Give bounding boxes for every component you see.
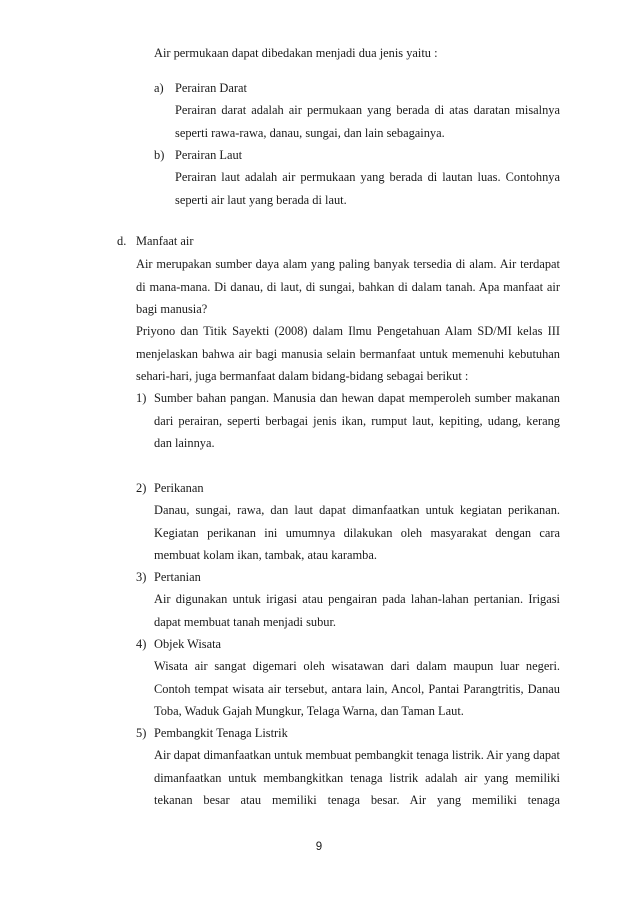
section-heading-manfaat-air: Manfaat air [136,234,194,248]
list-marker-1: 1) [136,391,147,405]
list-marker-b: b) [154,148,165,162]
list-marker-2: 2) [136,481,147,495]
intro-paragraph: Air permukaan dapat dibedakan menjadi dua jenis yaitu : [154,46,438,60]
list-marker-a: a) [154,81,164,95]
list-marker-5: 5) [136,726,147,740]
paragraph-priyono-reference: Priyono dan Titik Sayekti (2008) dalam Ilmu Pengetahuan Alam SD/MI kelas III menjelaskan bahwa air bagi manusia selain bermanfaat untuk memenuhi kebutuhan sehari-hari, juga bermanfaat dalam bidang-bidang sebagai berikut : [136,324,560,383]
paragraph-pembangkit-listrik: Air dapat dimanfaatkan untuk membuat pembangkit tenaga listrik. Air yang dapat dimanfaatkan untuk membangkitkan tenaga listrik adalah air yang memiliki tekanan besar atau memiliki tenaga besar. Air yang memiliki tenaga [154,748,560,807]
paragraph-perikanan: Danau, sungai, rawa, dan laut dapat dimanfaatkan untuk kegiatan perikanan. Kegiatan perikanan ini umumnya dilakukan oleh masyarakat dengan cara membuat kolam ikan, tambak, atau karamba. [154,503,560,562]
paragraph-perairan-laut: Perairan laut adalah air permukaan yang berada di lautan luas. Contohnya seperti air laut yang berada di laut. [175,170,560,207]
subheading-perairan-laut: Perairan Laut [175,148,243,162]
section-marker-d: d. [117,234,127,248]
page-number: 9 [315,841,323,853]
subheading-pembangkit-listrik: Pembangkit Tenaga Listrik [154,726,288,740]
paragraph-sumber-pangan: Sumber bahan pangan. Manusia dan hewan dapat memperoleh sumber makanan dari perairan, seperti berbagai jenis ikan, rumput laut, kepiting, udang, kerang dan lainnya. [154,391,560,450]
paragraph-objek-wisata: Wisata air sangat digemari oleh wisatawan dari dalam maupun luar negeri. Contoh tempat wisata air tersebut, antara lain, Ancol, Pantai Parangtritis, Danau Toba, Waduk Gajah Mungkur, Telaga Warna, dan Taman Laut. [154,659,560,718]
subheading-objek-wisata: Objek Wisata [154,637,222,651]
subheading-perairan-darat: Perairan Darat [175,81,247,95]
paragraph-pertanian: Air digunakan untuk irigasi atau pengairan pada lahan-lahan pertanian. Irigasi dapat membuat tanah menjadi subur. [154,592,560,629]
paragraph-manfaat-intro: Air merupakan sumber daya alam yang paling banyak tersedia di alam. Air terdapat di mana-mana. Di danau, di laut, di sungai, bahkan di dalam tanah. Apa manfaat air bagi manusia? [136,257,560,316]
subheading-perikanan: Perikanan [154,481,204,495]
paragraph-perairan-darat: Perairan darat adalah air permukaan yang berada di atas daratan misalnya seperti rawa-rawa, danau, sungai, dan lain sebagainya. [175,103,560,140]
list-marker-4: 4) [136,637,147,651]
list-marker-3: 3) [136,570,147,584]
subheading-pertanian: Pertanian [154,570,201,584]
